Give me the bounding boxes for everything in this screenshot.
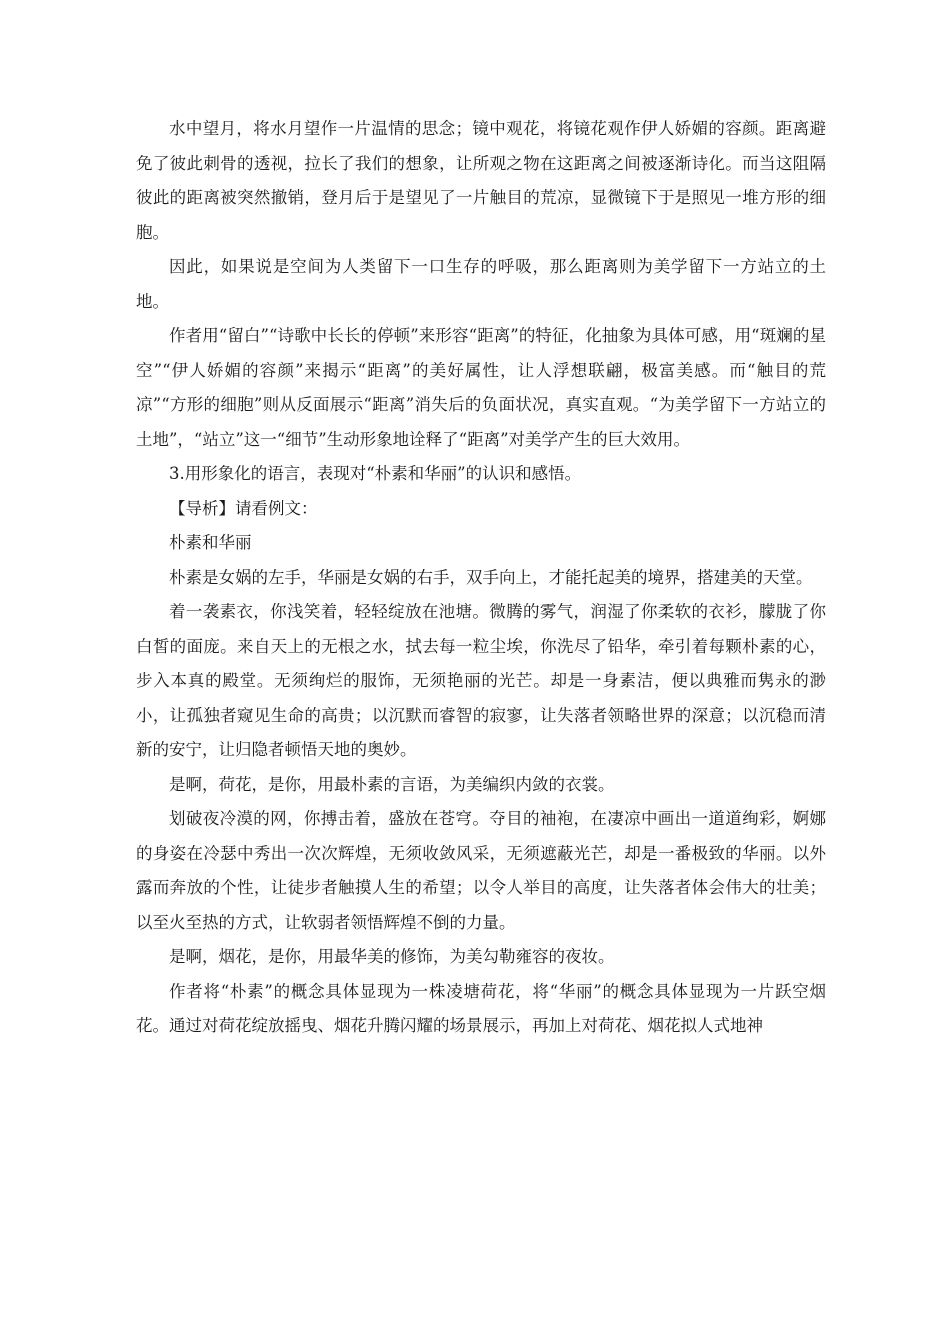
paragraph-guide: 【导析】请看例文： [169,498,318,518]
paragraph-final-analysis: 作者将“朴素”的概念具体显现为一株凌塘荷花，将“华丽”的概念具体显现为一片跃空烟花。通过对荷花绽放摇曳、烟花升腾闪耀的场景展示，再加上对荷花、烟花拟人式地神 [136,981,826,1035]
document-body [136,112,826,1044]
paragraph-question-3: 3.用形象化的语言，表现对“朴素和华丽”的认识和感悟。 [169,464,582,483]
paragraph-lotus: 着一袭素衣，你浅笑着，轻轻绽放在池塘。微腾的雾气，润湿了你柔软的衣衫，朦胧了你白皙的面庞。来自天上的无根之水，拭去每一粒尘埃，你洗尽了铅华，牵引着每颗朴素的心，步入本真的殿堂。无须绚烂的服饰，无须艳丽的光芒。却是一身素洁，便以典雅而隽永的渺小，让孤独者窥见生命的高贵；以沉默而睿智的寂寥，让失落者领略世界的深意；以沉稳而清新的安宁，让归隐者顿悟天地的奥妙。 [136,602,826,759]
paragraph-lotus-summary: 是啊，荷花，是你，用最朴素的言语，为美编织内敛的衣裳。 [169,774,615,794]
paragraph-essay-intro: 朴素是女娲的左手，华丽是女娲的右手，双手向上，才能托起美的境界，搭建美的天堂。 [169,567,813,587]
paragraph-analysis-distance: 作者用“留白”“诗歌中长长的停顿”来形容“距离”的特征，化抽象为具体可感，用“斑斓的星空”“伊人娇媚的容颜”来揭示“距离”的美好属性，让人浮想联翩，极富美感。而“触目的荒凉”“方形的细胞”则从反面展示“距离”消失后的负面状况，真实直观。“为美学留下一方站立的土地”，“站立”这一“细节”生动形象地诠释了“距离”对美学产生的巨大效用。 [136,326,826,449]
essay-title: 朴素和华丽 [169,533,252,552]
paragraph-fireworks-summary: 是啊，烟花，是你，用最华美的修饰，为美勾勒雍容的夜妆。 [169,947,615,966]
paragraph-fireworks: 划破夜冷漠的网，你搏击着，盛放在苍穹。夺目的袖袍，在凄凉中画出一道道绚彩，婀娜的身姿在冷瑟中秀出一次次辉煌，无须收敛风采，无须遮蔽光芒，却是一番极致的华丽。以外露而奔放的个性，让徒步者触摸人生的希望；以令人举目的高度，让失落者体会伟大的壮美；以至火至热的方式，让软弱者领悟辉煌不倒的力量。 [136,809,826,932]
paragraph-conclusion: 因此，如果说是空间为人类留下一口生存的呼吸，那么距离则为美学留下一方站立的土地。 [136,257,826,311]
paragraph-water-moon: 水中望月，将水月望作一片温情的思念；镜中观花，将镜花观作伊人娇媚的容颜。距离避免了彼此刺骨的透视，拉长了我们的想象，让所观之物在这距离之间被逐渐诗化。而当这阻隔彼此的距离被突然撤销，登月后于是望见了一片触目的荒凉，显微镜下于是照见一堆方形的细胞。 [136,119,826,242]
